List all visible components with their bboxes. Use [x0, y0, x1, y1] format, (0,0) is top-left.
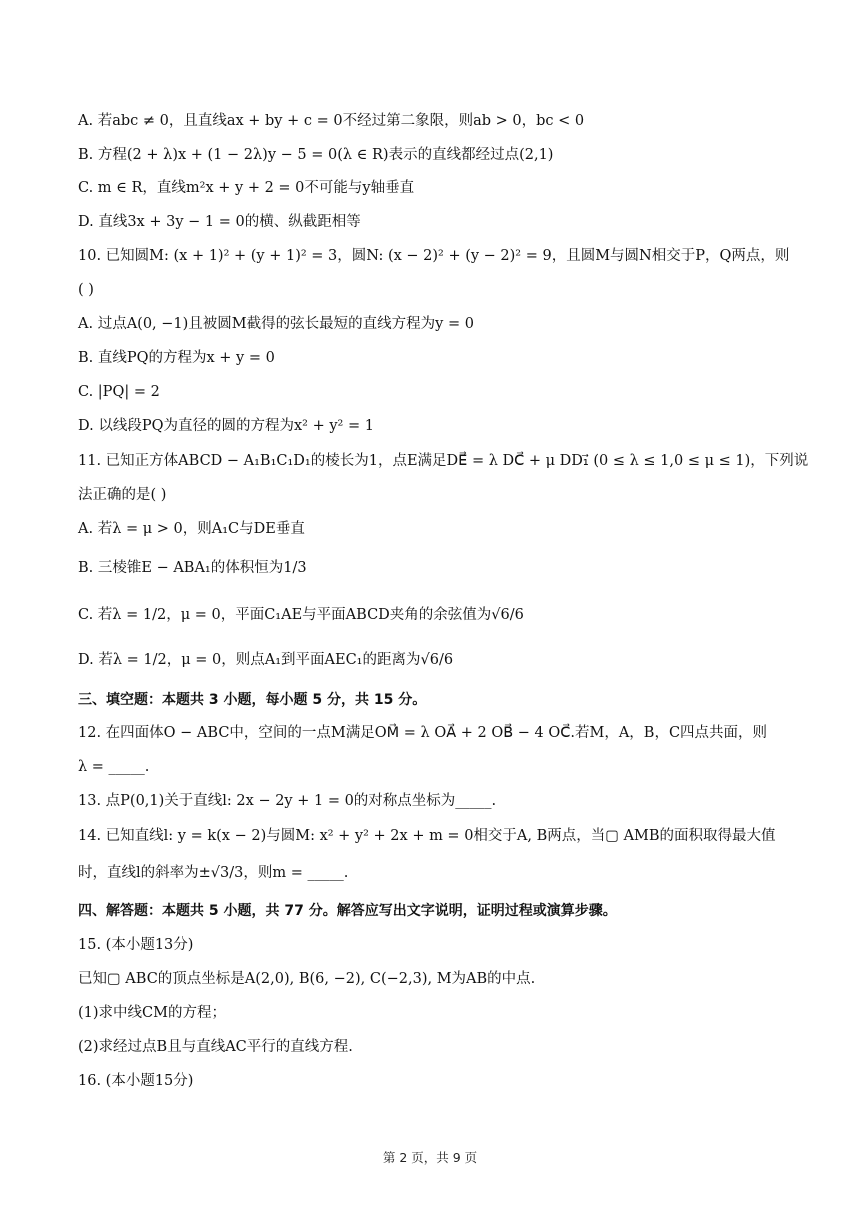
question-15-part2: (2)求经过点B且与直线AC平行的直线方程.: [78, 1039, 353, 1055]
option-11a: A. 若λ = μ > 0，则A₁C与DE垂直: [78, 521, 305, 537]
question-14-cont: 时，直线l的斜率为±√3/3，则m = _____.: [78, 865, 349, 881]
option-11c: C. 若λ = 1/2，μ = 0，平面C₁AE与平面ABCD夹角的余弦值为√6/6: [78, 607, 524, 623]
page-footer: 第 2 页，共 9 页: [382, 1150, 478, 1165]
option-9b: B. 方程(2 + λ)x + (1 − 2λ)y − 5 = 0(λ ∈ R)表示的直线都经过点(2,1): [78, 147, 554, 163]
section-4-heading: 四、解答题：本题共 5 小题，共 77 分。解答应写出文字说明，证明过程或演算步骤。: [78, 903, 617, 919]
question-11-stem: 11. 已知正方体ABCD − A₁B₁C₁D₁的棱长为1，点E满足DE⃗ = λ DC⃗ + μ DD₁⃗ (0 ≤ λ ≤ 1,0 ≤ μ ≤ 1)，下列说: [78, 453, 809, 469]
question-16-title: 16. (本小题15分): [78, 1073, 194, 1089]
option-9a: A. 若abc ≠ 0，且直线ax + by + c = 0不经过第二象限，则ab > 0，bc < 0: [78, 113, 585, 129]
option-11b: B. 三棱锥E − ABA₁的体积恒为1/3: [78, 560, 307, 576]
question-11-paren: 法正确的是( ): [78, 487, 167, 503]
option-10a: A. 过点A(0, −1)且被圆M截得的弦长最短的直线方程为y = 0: [78, 316, 474, 332]
option-10c: C. |PQ| = 2: [78, 384, 160, 400]
question-15-part1: (1)求中线CM的方程；: [78, 1005, 226, 1021]
question-13: 13. 点P(0,1)关于直线l: 2x − 2y + 1 = 0的对称点坐标为_____.: [78, 793, 497, 809]
question-15-stem: 已知▢ ABC的顶点坐标是A(2,0), B(6, −2), C(−2,3), M为AB的中点.: [78, 971, 536, 987]
question-12-stem: 12. 在四面体O − ABC中，空间的一点M满足OM⃗ = λ OA⃗ + 2 OB⃗ − 4 OC⃗.若M，A，B，C四点共面，则: [78, 725, 768, 741]
question-10-paren: ( ): [78, 282, 94, 298]
question-14-stem: 14. 已知直线l: y = k(x − 2)与圆M: x² + y² + 2x + m = 0相交于A, B两点，当▢ AMB的面积取得最大值: [78, 828, 776, 844]
question-12-blank: λ = _____.: [78, 759, 150, 775]
option-10b: B. 直线PQ的方程为x + y = 0: [78, 350, 275, 366]
option-9d: D. 直线3x + 3y − 1 = 0的横、纵截距相等: [78, 214, 361, 230]
option-10d: D. 以线段PQ为直径的圆的方程为x² + y² = 1: [78, 418, 374, 434]
option-9c: C. m ∈ R，直线m²x + y + 2 = 0不可能与y轴垂直: [78, 180, 415, 196]
question-15-title: 15. (本小题13分): [78, 937, 194, 953]
option-11d: D. 若λ = 1/2，μ = 0，则点A₁到平面AEC₁的距离为√6/6: [78, 652, 454, 668]
section-3-heading: 三、填空题：本题共 3 小题，每小题 5 分，共 15 分。: [78, 692, 427, 708]
question-10-stem: 10. 已知圆M: (x + 1)² + (y + 1)² = 3，圆N: (x − 2)² + (y − 2)² = 9，且圆M与圆N相交于P，Q两点，则: [78, 248, 790, 264]
